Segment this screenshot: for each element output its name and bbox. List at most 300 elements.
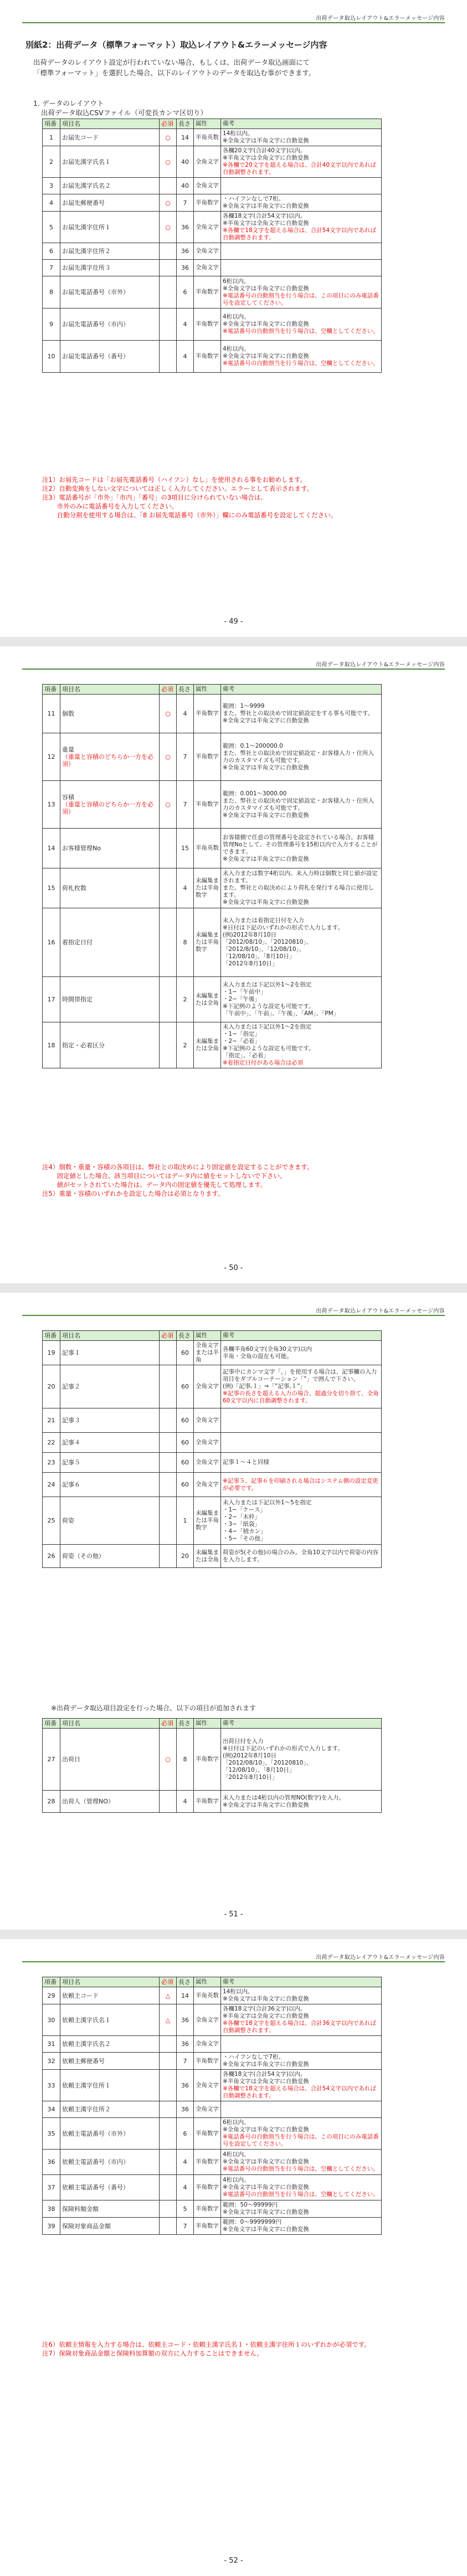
item-name-text: 記事２ [62,1383,80,1390]
item-name-text: 荷姿 [62,1517,74,1524]
length: 7 [177,781,194,829]
remarks-warning: ※各欄で20文字を超える場合は、合計40文字以内であれば自動調整されます。 [223,162,377,176]
remarks [221,1453,382,1473]
item-name [60,1545,160,1568]
item-name-text: お届先漢字氏名２ [62,182,111,189]
attribute: 半角数字 [194,2175,221,2200]
required-mark [160,260,177,276]
item-name-text: 依頼主電話番号（市内） [62,2158,129,2166]
header-rule [22,1961,445,1962]
column-header: 必須 [160,1977,177,1987]
required-mark: ○ [160,1729,177,1791]
remarks [221,908,382,977]
note-line: 自動分割を使用する場合は、「8 お届先電話番号（市外）」欄にのみ電話番号を設定してください。 [42,511,337,519]
item-name [60,781,160,829]
item-name-sub: （重量と容積のどちらか一方を必須） [62,753,153,768]
item-name [60,829,160,868]
length: 4 [177,308,194,341]
length: 1 [177,1497,194,1545]
item-name-text: 出荷日 [62,1756,80,1763]
remarks-warning: ※電話番号の自動割当を行う場合は、空欄としてください。 [223,2166,379,2172]
required-mark [160,868,177,908]
item-name-text: 保険料額金額 [62,2205,99,2213]
table-row [43,1022,382,1068]
required-mark [160,2053,177,2070]
intro-line: 出荷データのレイアウト設定が行われていない場合、もしくは、出荷データ取込画面にて [33,58,310,66]
remarks-text: お客様側で任意の管理番号を設定されている場合、お客様管理Noとして、その管理番号を15桁以内で入力することができます。 ※全角文字は半角文字に自動変換 [223,834,378,862]
attribute: 全角文字 [194,146,221,178]
table-header-row [43,1331,382,1341]
item-name-text: お届先電話番号（市外） [62,289,129,296]
row-number: 9 [43,308,60,341]
row-number: 5 [43,212,60,243]
remarks-text: 範囲：0.001〜3000.00 また、弊社との取決めで固定値設定・お客様入力・住所入力のカスタマイズも可能です。 ※全角文字は半角文字に自動変換 [223,790,374,819]
section-heading [33,99,207,117]
required-mark [160,1408,177,1433]
remarks-warning: ※記事の長さを超える入力の場合、超過分を切り捨て、全角60文字以内に自動調整されます。 [223,1390,379,1404]
length: 36 [177,2101,194,2118]
length: 4 [177,868,194,908]
required-mark [160,908,177,977]
table-row [43,194,382,212]
required-mark [160,308,177,341]
length: 60 [177,1433,194,1453]
table-row [43,276,382,308]
required-mark [160,1545,177,1568]
table-row [43,1341,382,1365]
required-mark [160,1453,177,1473]
attribute: 半角数字 [194,781,221,829]
required-mark: ○ [160,129,177,146]
attribute: 全角文字 [194,243,221,260]
page-49 [0,0,467,637]
column-header: 属性 [194,1331,221,1341]
item-name [60,1433,160,1453]
row-number: 23 [43,1453,60,1473]
remarks-text: 14桁以内。 ※全角文字は半角文字に自動変換 [223,130,309,144]
column-header: 必須 [160,119,177,129]
attribute: 全角文字 [194,1453,221,1473]
attribute: 半角数字 [194,2150,221,2175]
column-header: 必須 [160,1331,177,1341]
attribute: 半角数字 [194,1791,221,1813]
item-name [60,2118,160,2150]
remarks [221,1408,382,1433]
remarks [221,1791,382,1813]
length: 4 [177,2150,194,2175]
note-line: 注2）自動変換をしない文字については正しく入力してください。エラーとして表示されます。 [42,485,314,492]
required-mark [160,276,177,308]
required-mark [160,1365,177,1408]
remarks-text: 4桁以内。 ※全角文字は半角文字に自動変換 [223,2151,309,2165]
page-number: - 49 - [224,618,243,626]
header-rule [22,1315,445,1316]
table-row [43,2004,382,2036]
row-number: 7 [43,260,60,276]
remarks [221,1545,382,1568]
row-number: 1 [43,129,60,146]
length: 14 [177,129,194,146]
remarks [221,2036,382,2053]
item-name [60,1473,160,1497]
item-name [60,276,160,308]
remarks-warning: ※各欄で18文字を超える場合は、合計54文字以内であれば自動調整されます。 [223,2085,377,2099]
item-name-text: 依頼主漢字住所２ [62,2106,111,2113]
attribute: 全角文字 [194,212,221,243]
remarks [221,276,382,308]
required-mark [160,341,177,373]
required-mark [160,1791,177,1813]
remarks [221,2200,382,2218]
remarks-text: 4桁以内。 ※全角文字は半角文字に自動変換 [223,346,309,359]
length: 20 [177,1545,194,1568]
item-name-text: 依頼主漢字氏名１ [62,2016,111,2024]
remarks-text: 未入力または下記以外1〜5を指定 ・1−「ケース」 ・2−「木枠」 ・3−「紙袋」 ・4−「積カン」 ・5−「その他」 [223,1499,312,1542]
header-rule [22,22,445,23]
column-header: 項番 [43,1977,60,1987]
length: 4 [177,341,194,373]
column-header: 必須 [160,685,177,695]
item-name [60,977,160,1022]
attribute: 全角文字 [194,1408,221,1433]
remarks-text: 各欄18文字(合計36文字)以内。 ※半角文字は全角文字に自動変換 [223,2006,309,2019]
attribute: 未編集または全角 [194,977,221,1022]
table-row [43,1408,382,1433]
required-mark [160,243,177,260]
column-header: 備考 [221,1977,382,1987]
item-name [60,2101,160,2118]
row-number: 35 [43,2118,60,2150]
remarks [221,212,382,243]
length: 14 [177,1987,194,2004]
row-number: 16 [43,908,60,977]
item-name-text: 記事４ [62,1439,80,1446]
column-header: 項目名 [60,1719,160,1729]
column-header: 備考 [221,119,382,129]
item-name [60,2036,160,2053]
intro-text [33,57,315,78]
required-mark [160,2118,177,2150]
item-name-text: お客様管理No [62,845,101,852]
row-number: 18 [43,1022,60,1068]
page-header: 出荷データ取込レイアウト&エラーメッセージ内容 [316,1308,445,1314]
length: 60 [177,1453,194,1473]
length: 36 [177,260,194,276]
attribute: 未編集または半角数字 [194,1497,221,1545]
page-header: 出荷データ取込レイアウト&エラーメッセージ内容 [316,1955,445,1961]
attribute: 半角英数 [194,829,221,868]
column-header: 項目名 [60,119,160,129]
item-name-text: 個数 [62,710,74,717]
length: 40 [177,146,194,178]
page-header: 出荷データ取込レイアウト&エラーメッセージ内容 [316,16,445,22]
table-row [43,341,382,373]
required-mark: △ [160,1987,177,2004]
column-header: 項番 [43,1331,60,1341]
remarks-text: ・ハイフンなしで7桁。 ※全角文字は半角文字に自動変換 [223,2054,309,2068]
required-mark: ○ [160,733,177,781]
remarks-text: 14桁以内。 ※全角文字は半角文字に自動変換 [223,1988,309,2002]
attribute: 全角文字 [194,178,221,194]
item-name [60,178,160,194]
attribute: 半角数字 [194,2200,221,2218]
item-name-text: 時間帯指定 [62,996,93,1003]
item-name [60,1497,160,1545]
remarks [221,829,382,868]
table-row [43,2070,382,2101]
page-gap [0,1930,467,1939]
row-number: 10 [43,341,60,373]
row-number: 36 [43,2150,60,2175]
attribute: 全角文字 [194,2004,221,2036]
table-row [43,1433,382,1453]
header-rule [22,669,445,670]
remarks-warning: ※各欄で18文字を超える場合は、合計36文字以内であれば自動調整されます。 [223,2020,377,2034]
note-line: 注7）保険対象商品金額と保険料加算額の双方に入力することはできません。 [42,2349,264,2357]
remarks-text: 未入力または4桁以内の管理NO(数字)を入力。 ※全角文字は半角文字に自動変換 [223,1794,345,1808]
attribute: 半角英数 [194,129,221,146]
attribute: 全角文字 [194,1433,221,1453]
item-name-text: 依頼主コード [62,1992,99,1999]
length: 4 [177,695,194,733]
row-number: 39 [43,2218,60,2235]
table-row [43,178,382,194]
table-row [43,695,382,733]
row-number: 27 [43,1729,60,1791]
remarks [221,194,382,212]
length: 60 [177,1408,194,1433]
length: 36 [177,2036,194,2053]
row-number: 28 [43,1791,60,1813]
item-name [60,243,160,260]
row-number: 26 [43,1545,60,1568]
column-header: 長さ [177,1977,194,1987]
table-row [43,146,382,178]
length: 8 [177,908,194,977]
required-mark [160,1473,177,1497]
item-name-text: 出荷人（管理NO） [62,1798,114,1805]
remarks [221,1365,382,1408]
remarks-text: 未入力または着指定日付を入力 ※日付は下記のいずれかの形式で入力します。 (例)2012年8月10日 「2012/08/10」、「20120810」、 「2012/8/10」、「12/08/10」、 「12/08/10」、「8月10日」 「2012年8月10日」 [223,917,343,967]
required-mark [160,1433,177,1453]
page-50 [0,646,467,1283]
column-header: 項目名 [60,1977,160,1987]
length: 4 [177,2175,194,2200]
row-number: 33 [43,2070,60,2101]
notes-block [42,2340,430,2358]
column-header: 属性 [194,1719,221,1729]
remarks [221,2118,382,2150]
item-name-text: お届先漢字氏名１ [62,158,111,166]
column-header: 項番 [43,685,60,695]
table-row [43,2175,382,2200]
note-line: 注5）重量・容積のいずれかを設定した場合は必須となります。 [42,1190,224,1197]
length: 7 [177,2218,194,2235]
column-header: 項番 [43,119,60,129]
remarks-text: 範囲：50〜99999円 ※全角文字は半角文字に自動変換 [223,2202,309,2215]
table-row [43,977,382,1022]
table-row [43,733,382,781]
remarks [221,733,382,781]
length: 60 [177,1365,194,1408]
notes-block [42,1163,430,1198]
item-name-text: 依頼主漢字住所１ [62,2081,111,2089]
required-mark [160,2218,177,2235]
note-line: 固定値とした場合、該当項目についてはデータ内に値をセットしないで下さい。 [42,1172,286,1180]
remarks [221,977,382,1022]
remarks-text: 未入力または下記以外1〜2を指定 ・1−「午前中」 ・2−「午後」 ※下記例のような設定も可能です。 「午前中」、「午前」、「午後」、「AM」、「PM」 [223,981,340,1017]
item-name [60,1341,160,1365]
length: 40 [177,178,194,194]
length: 8 [177,1729,194,1791]
item-name [60,341,160,373]
page-gap [0,637,467,646]
attribute: 半角数字 [194,308,221,341]
item-name-text: 荷姿（その他） [62,1552,105,1560]
item-name [60,2150,160,2175]
remarks-text: 未入力または数字4桁以内。未入力時は個数と同じ値が設定されます。 また、弊社との取決めにより荷札を発行する場合に使用します。 ※全角文字は半角文字に自動変換 [223,870,378,906]
length: 4 [177,1791,194,1813]
row-number: 3 [43,178,60,194]
required-mark [160,178,177,194]
table-row [43,1987,382,2004]
column-header: 備考 [221,1719,382,1729]
item-name-text: お届先電話番号（市内） [62,321,129,328]
table-row [43,2200,382,2218]
remarks [221,308,382,341]
remarks-text: 記事１〜４と同様 [223,1459,269,1466]
remarks-text: 4桁以内。 ※全角文字は半角文字に自動変換 [223,2177,309,2191]
attribute: 未編集または半角数字 [194,868,221,908]
column-header: 項目名 [60,685,160,695]
table-row [43,1473,382,1497]
table-row [43,2218,382,2235]
row-number: 29 [43,1987,60,2004]
table-header-row [43,685,382,695]
remarks [221,243,382,260]
table-header-row [43,1719,382,1729]
table-row [43,212,382,243]
page-header: 出荷データ取込レイアウト&エラーメッセージ内容 [316,662,445,668]
column-header: 長さ [177,685,194,695]
page-number: - 51 - [224,1910,243,1919]
column-header: 必須 [160,1719,177,1729]
length: 2 [177,1022,194,1068]
item-name [60,2218,160,2235]
length: 36 [177,2070,194,2101]
table-row [43,129,382,146]
item-name [60,1022,160,1068]
remarks [221,341,382,373]
remarks-text: ・ハイフンなしで7桁。 ※全角文字は半角文字に自動変換 [223,196,309,209]
required-mark: ○ [160,212,177,243]
page-51 [0,1293,467,1930]
remarks-warning: ※電話番号の自動割当を行う場合は、空欄としてください。 [223,360,379,367]
item-name [60,1791,160,1813]
row-number: 34 [43,2101,60,2118]
item-name [60,129,160,146]
item-name [60,1987,160,2004]
column-header: 備考 [221,685,382,695]
attribute: 半角数字 [194,2218,221,2235]
row-number: 8 [43,276,60,308]
layout-table [42,684,382,1068]
attribute: 半角数字 [194,276,221,308]
attribute: 全角文字 [194,260,221,276]
item-name [60,308,160,341]
item-name-text: 依頼主郵便番号 [62,2057,105,2065]
document-title: 別紙2：出荷データ（標準フォーマット）取込レイアウト&エラーメッセージ内容 [25,40,327,50]
item-name-text: 容積 [62,794,74,801]
item-name-text: 着指定日付 [62,939,93,946]
item-name-text: 保険対象商品金額 [62,2222,111,2230]
required-mark: ○ [160,146,177,178]
item-name [60,1365,160,1408]
item-name-text: 記事５ [62,1459,80,1466]
remarks-text: 未入力または下記以外1〜2を指定 ・1−「指定」 ・2−「必着」 ※下記例のような設定も可能です。 「指定」、「必着」 [223,1024,315,1059]
table-row [43,2053,382,2070]
row-number: 14 [43,829,60,868]
note-line: 市外のみに電話番号を入力してください。 [42,502,178,510]
item-name [60,2175,160,2200]
remarks-text: 各欄20文字(合計40文字)以内。 ※半角文字は全角文字に自動変換 [223,147,309,161]
remarks-warning: ※各欄で18文字を超える場合は、合計54文字以内であれば自動調整されます。 [223,227,377,241]
row-number: 20 [43,1365,60,1408]
column-header: 属性 [194,1977,221,1987]
length: 6 [177,2118,194,2150]
required-mark: ○ [160,194,177,212]
page-gap [0,1283,467,1293]
note-line: 注4）個数・重量・容積の各項目は、弊社との取決めにより固定値を設定することができます。 [42,1163,314,1171]
remarks [221,1473,382,1497]
length: 6 [177,276,194,308]
attribute: 全角文字 [194,2101,221,2118]
remarks-text: 各欄18文字(合計54文字)以内。 ※半角文字は全角文字に自動変換 [223,2071,309,2085]
item-name-text: お届先漢字住所３ [62,264,111,271]
row-number: 17 [43,977,60,1022]
column-header: 属性 [194,685,221,695]
length: 7 [177,2053,194,2070]
extra-table [42,1718,382,1813]
note-line: 注1）お届先コードは「お届先電話番号（ハイフン）なし」を使用される事をお勧めします。 [42,476,307,484]
row-number: 4 [43,194,60,212]
layout-table [42,1977,382,2235]
length: 36 [177,243,194,260]
item-name [60,868,160,908]
length: 2 [177,977,194,1022]
remarks-warning: ※記事５、記事６を印刷される場合はシステム側の設定変更が必要です。 [223,1477,378,1492]
remarks [221,2053,382,2070]
attribute: 未編集または全角 [194,1545,221,1568]
attribute: 全角文字 [194,2036,221,2053]
attribute: 全角文字 [194,2070,221,2101]
required-mark [160,1341,177,1365]
row-number: 24 [43,1473,60,1497]
table-row [43,829,382,868]
required-mark: ○ [160,781,177,829]
remarks-text: 範囲：0〜9999999円 ※全角文字は半角文字に自動変換 [223,2219,309,2233]
item-name-text: お届先漢字住所２ [62,248,111,255]
length: 36 [177,212,194,243]
item-name-text: 指定・必着区分 [62,1041,105,1049]
item-name-text: お届先郵便番号 [62,199,105,207]
table-row [43,908,382,977]
length: 5 [177,2200,194,2218]
item-name [60,2200,160,2218]
item-name [60,695,160,733]
item-name-text: 依頼主電話番号（市外） [62,2130,129,2137]
section-subtitle: 出荷データ取込CSVファイル（可変長カンマ区切り） [41,109,207,117]
